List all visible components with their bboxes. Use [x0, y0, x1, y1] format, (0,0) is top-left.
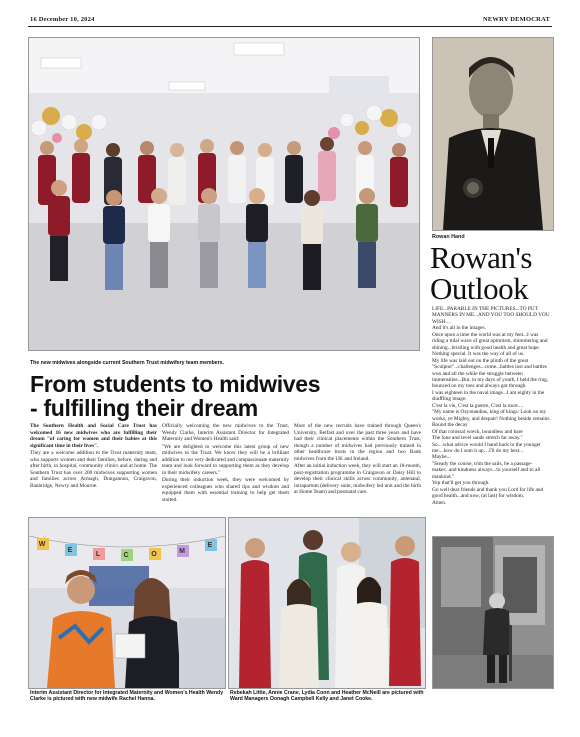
publication-name: NEWRY DEMOCRAT	[482, 16, 550, 23]
column-line: "Steady the course, trim the sails, be a passage-maker...and kindness always...to yourself and to all mankind."	[432, 460, 541, 480]
article-column-2	[162, 423, 289, 505]
article-headline	[30, 372, 425, 420]
bunting-letter: O	[151, 551, 157, 558]
column-line: C'est la vie, C'est la guerre, C'est la mort....	[432, 402, 524, 409]
article-lead: The Southern Health and Social Care Trust has welcomed 16 new midwives who are fulfilling their dream "of caring for women and their babies at this significant time in their lives".	[30, 423, 157, 449]
headline-line-2: - fulfilling their dream	[30, 395, 258, 421]
article-column-1	[30, 423, 157, 490]
bunting-letter: M	[179, 548, 185, 555]
photo-wendy-clarke-rachel-hanna	[28, 517, 226, 689]
column-line: Go well dear friends and thank you Lord for life and good health...and now, (at last) for wisdom.	[432, 486, 544, 500]
article-paragraph: "We are delighted to welcome this latest group of new midwives to the Trust. We know they will be a brilliant addition to our very dedicated and compassionate maternity team and look forward to supporting them as they develop in their midwifery careers."	[162, 443, 289, 476]
column-line: I was eighteen in the naval image...I am eighty in the shuffling image.	[432, 389, 545, 403]
article-paragraph: After an initial induction week, they will start an 18-month, post-registration programme in Craigavon or Daisy Hill to develop their clinical skills across community, antenatal, intrapartum (delivery suite, midwifery led unit and the birth at Home Team) and postnatal care.	[294, 463, 421, 496]
bunting-letter: E	[67, 547, 73, 554]
column-line: Amen.	[432, 499, 447, 506]
column-title-line-1: Rowan's	[430, 240, 532, 275]
bottom-left-photo-caption: Interim Assistant Director for Integrated Maternity and Women's Health Wendy Clarke is pictured with new midwife Rachel Hanna.	[30, 690, 224, 703]
street-photo-walking-man	[432, 536, 554, 689]
article-paragraph: Most of the new recruits have trained through Queen's University, Belfast and over the past three years and have had their clinical placements within the Southern Trust, though a number of midwives had previously trained in other healthcare trusts in the region and two Bank midwives from the UK and Ireland.	[294, 423, 421, 462]
column-line: My life was laid out on the plinth of the great "Sculptor"...challenges...come...battles lost and battles won and all the while the struggle between immensities...But, in my days of youth, I held the ring, bounced on my toes and always got through.	[432, 357, 549, 390]
column-line: Once upon a time the world was at my feet...I was riding a tidal wave of great optimism, shimmering and shining...bristling with good health and great hope. Nothing special. It was the way of all of us.	[432, 331, 548, 358]
article-paragraph: During their induction week, they were welcomed by experienced colleagues who shared tips and wisdom and equipped them with essential training to help get them started.	[162, 477, 289, 504]
column-line: Of that colossal wreck, boundless and bare	[432, 428, 523, 435]
column-title	[430, 242, 554, 304]
bottom-mid-photo-caption: Rebekah Little, Annie Crane, Lydia Conn and Heather McNeill are pictured with Ward Managers Oonagh Campbell Kelly and Janet Cooke.	[230, 690, 424, 703]
column-line: So....what advice would I hand back to the younger me....how do I sum it up....I'll do my best...	[432, 441, 541, 454]
column-line: The lone and level sands stretch far away."	[432, 435, 523, 442]
page-number-date: 16 December 10, 2024	[30, 16, 95, 23]
naval-portrait-photo	[432, 37, 554, 231]
columnist-name: Rowan Hand	[432, 234, 465, 240]
bunting-letter: L	[95, 551, 101, 558]
header-rule	[28, 26, 552, 27]
column-line: LIFE...PARABLE IN THE PICTURES...TO PUT MANNERS IN ME...AND YOU TOO SHOULD YOU WISH....	[432, 306, 550, 325]
main-photo-caption: The new midwives alongside current Southern Trust midwifery team members.	[30, 360, 225, 366]
bunting-letter: E	[207, 542, 213, 549]
group-photo-midwives	[28, 37, 420, 351]
column-line: Yep that'll get you through.	[432, 480, 490, 487]
article-paragraph: They are a welcome addition to the Trust maternity team, who supports women and their families, before, during and after birth, in hospital, community clinics and at home. The Southern Trust has over 200 midwives supporting women and families across Armagh, Dungannon, Craigavon, Banbridge, Newry and Mourne.	[30, 450, 157, 489]
column-line: And it's all in the images.	[432, 325, 486, 332]
column-title-line-2: Outlook	[430, 271, 529, 306]
bunting-letter: C	[123, 552, 129, 559]
headline-line-1: From students to midwives	[30, 371, 321, 397]
column-body	[432, 306, 552, 506]
article-paragraph: Officially welcoming the new midwives to the Trust, Wendy Clarke, Interim Assistant Director for Integrated Maternity and Women's Health said:	[162, 423, 289, 443]
bunting-letter: W	[38, 541, 46, 548]
column-line: Maybe...	[432, 454, 451, 461]
column-line: "My name is Ozymandias, king of kings: Look on my works, ye Mighty, and despair! Nothing beside remains. Round the decay	[432, 409, 551, 429]
article-column-3	[294, 423, 421, 497]
photo-ward-managers-group	[228, 517, 426, 689]
